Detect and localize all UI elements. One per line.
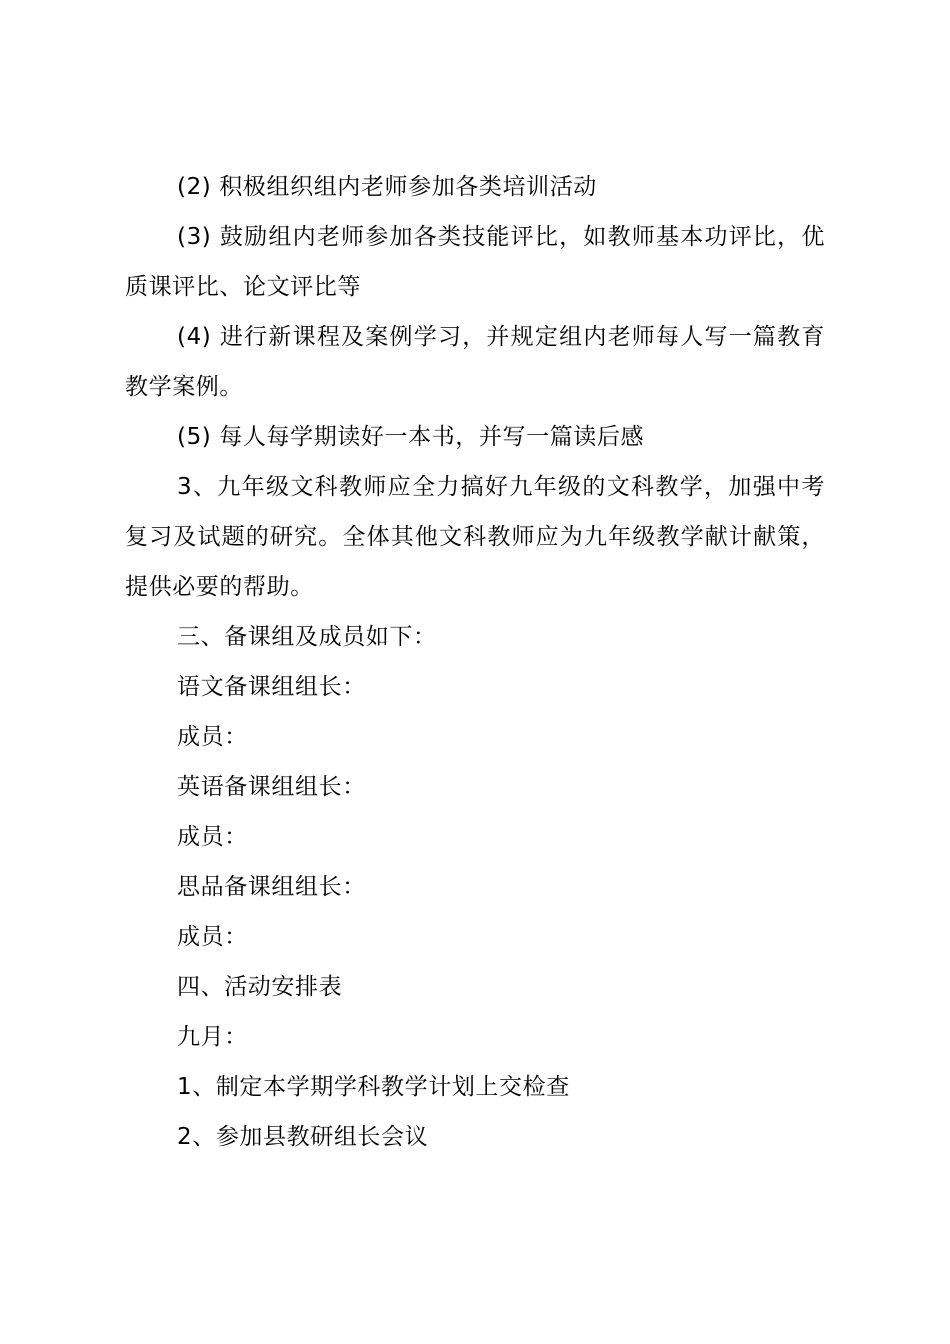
- document-body: [125, 162, 825, 1162]
- english-group-leader: 英语备课组组长：: [177, 774, 366, 800]
- activity-item-2: 2、参加县教研组长会议: [177, 1124, 429, 1150]
- heading-lesson-groups: 三、备课组及成员如下：: [177, 624, 437, 650]
- activity-item-1: 1、制定本学期学科教学计划上交检查: [177, 1074, 570, 1100]
- heading-activity-schedule: 四、活动安排表: [177, 974, 343, 1000]
- english-group-members: 成员：: [177, 824, 248, 850]
- morality-group-leader: 思品备课组组长：: [177, 874, 366, 900]
- paragraph-grade-nine: 3、九年级文科教师应全力搞好九年级的文科教学，加强中考复习及试题的研究。全体其他文科教师应为九年级教学献计献策，提供必要的帮助。: [125, 474, 825, 600]
- chinese-group-members: 成员：: [177, 724, 248, 750]
- paragraph-case-study: (4) 进行新课程及案例学习，并规定组内老师每人写一篇教育教学案例。: [125, 324, 825, 400]
- paragraph-reading: (5) 每人每学期读好一本书，并写一篇读后感: [177, 424, 645, 450]
- morality-group-members: 成员：: [177, 924, 248, 950]
- paragraph-training: (2) 积极组织组内老师参加各类培训活动: [177, 174, 597, 200]
- paragraph-skill-contest: (3) 鼓励组内老师参加各类技能评比，如教师基本功评比，优质课评比、论文评比等: [125, 224, 825, 300]
- month-september: 九月：: [177, 1024, 248, 1050]
- chinese-group-leader: 语文备课组组长：: [177, 674, 366, 700]
